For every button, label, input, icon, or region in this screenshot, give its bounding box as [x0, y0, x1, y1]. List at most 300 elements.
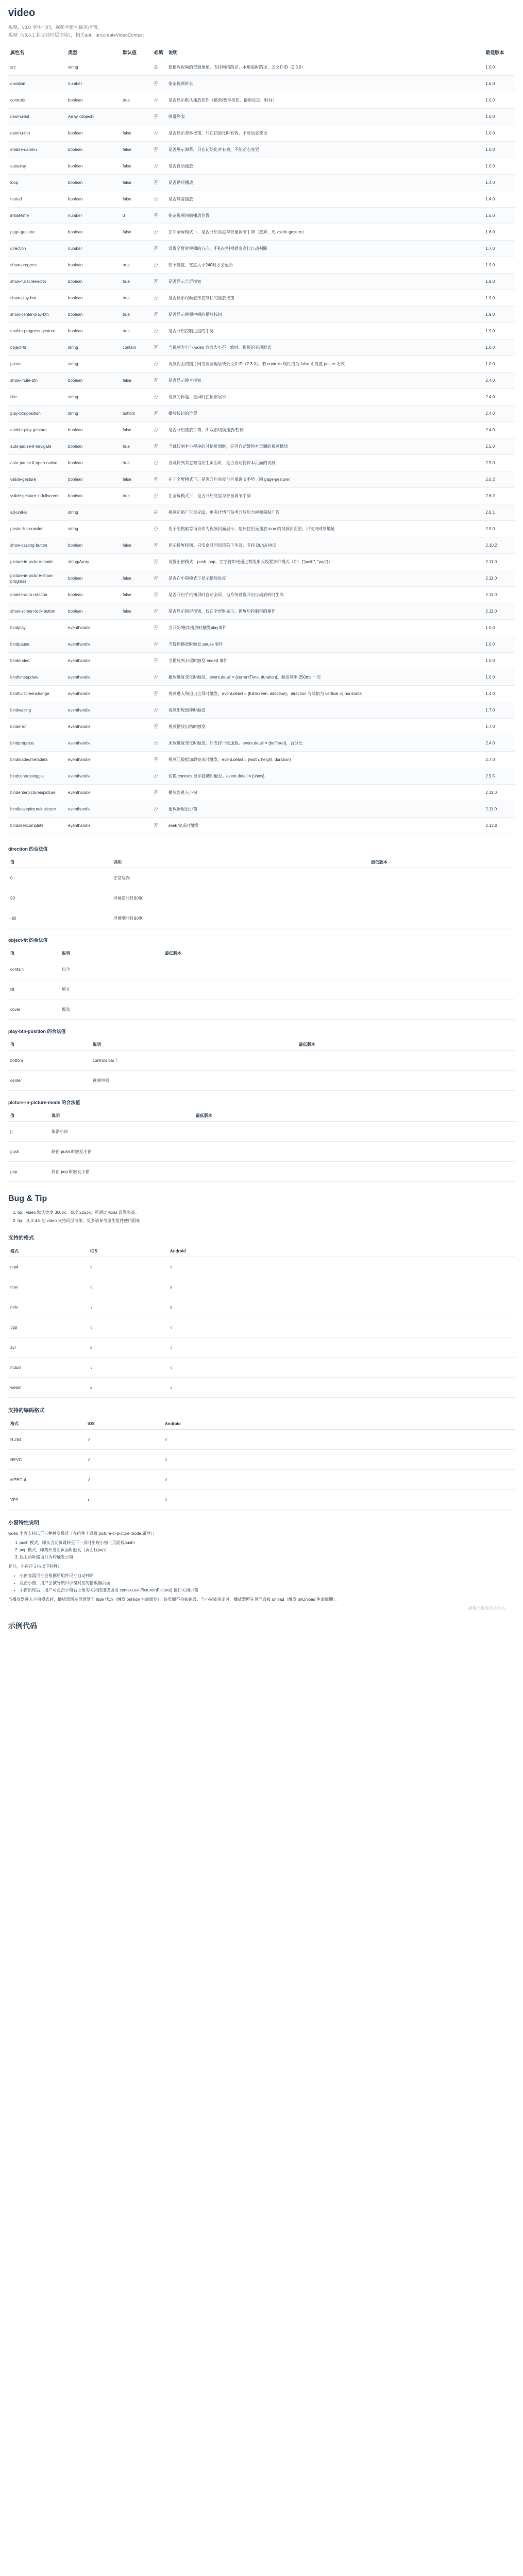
table-cell: vslide-gesture-in-fullscreen: [8, 488, 66, 504]
table-row: [8, 570, 515, 587]
table-cell: 1.7.0: [483, 702, 515, 719]
table-cell: poster-for-crawler: [8, 521, 66, 537]
table-cell: 否: [152, 702, 166, 719]
table-cell: eventhandle: [66, 702, 121, 719]
pip-mode-table: [8, 1110, 515, 1182]
table-cell: [369, 868, 515, 888]
attribute-table-body: [8, 59, 515, 834]
table-row: [8, 1470, 515, 1490]
pip-note: 当播放器进入小窗模式后，播放器所在页面处于 hide 状态（触发 onHide 生命周期），该页面不会被销毁。当小窗被关闭时，播放器所在页面会被 unload（触发 onUnload 生命周期）。: [8, 1597, 340, 1602]
table-cell: 设置小窗模式：push, pop，空字符串或通过数组形式设置多种模式（如：["push", "pop"]）: [166, 554, 484, 570]
table-cell: boolean: [66, 488, 121, 504]
table-cell: 2.11.0: [483, 785, 515, 801]
table-cell: 否: [152, 521, 166, 537]
table-cell: true: [121, 438, 152, 455]
table-cell: 是否静音播放: [166, 191, 484, 208]
table-row: [8, 653, 515, 669]
table-cell: 1.7.0: [483, 241, 515, 257]
intro-note-2: 视频（v3.4.1 起支持同层渲染），相关api：uni.createVideoContext: [8, 32, 144, 38]
table-cell: 1.0.0: [483, 669, 515, 686]
table-cell: 否: [152, 603, 166, 620]
table-cell: 1.9.0: [483, 323, 515, 340]
table-cell: 否: [152, 372, 166, 389]
table-row: [8, 290, 515, 307]
table-cell: 当暂停播放时触发 pause 事件: [166, 636, 484, 653]
table-cell: show-play-btn: [8, 290, 66, 307]
table-cell: autoplay: [8, 158, 66, 175]
table-cell: 播放器退出小窗: [166, 801, 484, 818]
table-row: [8, 959, 515, 979]
table-cell: 是否显示静音按钮: [166, 372, 484, 389]
table-cell: bindtimeupdate: [8, 669, 66, 686]
table-cell: 3gp: [8, 1317, 88, 1337]
table-row: [8, 735, 515, 752]
table-cell: eventhandle: [66, 620, 121, 636]
table-cell: true: [121, 274, 152, 290]
table-cell: 否: [152, 109, 166, 125]
table-row: [8, 241, 515, 257]
table-cell: 否: [152, 620, 166, 636]
table-cell: poster: [8, 356, 66, 372]
table-cell: 是: [152, 59, 166, 76]
table-row: [8, 979, 515, 999]
table-row: [8, 438, 515, 455]
list-item: • 点击小窗，用户会被导航回小窗对应的播放器页面: [20, 1580, 515, 1587]
table-cell: 0: [121, 208, 152, 224]
table-cell: 播放按钮的位置: [166, 405, 484, 422]
table-row: [8, 719, 515, 735]
table-cell: eventhandle: [66, 719, 121, 735]
table-cell: 弹幕列表: [166, 109, 484, 125]
table-cell: 2.4.0: [483, 389, 515, 405]
bug-tip-list: [8, 1209, 515, 1225]
header-cell: 格式: [8, 1245, 88, 1257]
header-cell: 值: [8, 947, 60, 959]
table-cell: 是否在小窗模式下显示播放进度: [166, 570, 484, 587]
header-cell: 最低版本: [297, 1039, 515, 1050]
table-cell: 正常竖向: [111, 868, 369, 888]
table-cell: [194, 1142, 515, 1162]
table-cell: boolean: [66, 175, 121, 191]
table-cell: [121, 801, 152, 818]
codecs-title: 支持的编码格式: [8, 1408, 44, 1414]
table-cell: 否: [152, 686, 166, 702]
table-cell: [121, 768, 152, 785]
table-row: [8, 702, 515, 719]
table-row: [8, 191, 515, 208]
table-cell: 否: [152, 768, 166, 785]
table-cell: false: [121, 603, 152, 620]
table-cell: 2.9.0: [483, 521, 515, 537]
header-cell: iOS: [88, 1245, 168, 1257]
table-row: [8, 488, 515, 504]
table-cell: [121, 735, 152, 752]
table-row: [8, 372, 515, 389]
table-cell: [369, 888, 515, 908]
codecs-table: [8, 1418, 515, 1510]
table-cell: [121, 504, 152, 521]
table-cell: [163, 999, 515, 1020]
table-row: [8, 554, 515, 570]
table-row: [8, 521, 515, 537]
table-row: [8, 323, 515, 340]
table-cell: fill: [8, 979, 60, 999]
table-cell: 视频播放出错时触发: [166, 719, 484, 735]
table-cell: boolean: [66, 422, 121, 438]
header-cell: 说明: [166, 45, 484, 59]
table-cell: 1.0.0: [483, 356, 515, 372]
table-cell: [369, 908, 515, 928]
table-cell: string: [66, 356, 121, 372]
pip-mode-section: [8, 1095, 515, 1182]
table-cell: 1.4.0: [483, 686, 515, 702]
table-cell: center: [8, 1071, 91, 1091]
table-cell: boolean: [66, 587, 121, 603]
table-cell: 否: [152, 125, 166, 142]
table-cell: cover: [8, 999, 60, 1020]
table-cell: boolean: [66, 257, 121, 274]
table-cell: true: [121, 488, 152, 504]
list-item: 2. tip：从 2.4.0 起 video 支持同层渲染，更多请参考原生组件使用限制: [18, 1217, 515, 1225]
table-cell: 视频元数据加载完成时触发。event.detail = {width, height, duration}: [166, 752, 484, 768]
table-cell: mp4: [8, 1257, 88, 1277]
watermark: @稀土掘金技术社区: [468, 1606, 505, 1611]
table-row: [8, 1162, 515, 1182]
table-cell: boolean: [66, 570, 121, 587]
table-cell: √: [86, 1470, 163, 1490]
table-cell: [121, 521, 152, 537]
table-cell: 否: [152, 224, 166, 241]
table-cell: 2.12.0: [483, 818, 515, 834]
table-cell: [163, 979, 515, 999]
table-cell: boolean: [66, 191, 121, 208]
table-row: [8, 1277, 515, 1297]
pip-extra-intro: 此外，小窗还支持以下特性：: [8, 1564, 62, 1569]
table-cell: bindenterpictureinpicture: [8, 785, 66, 801]
table-cell: true: [121, 307, 152, 323]
table-cell: 1.4.0: [483, 175, 515, 191]
table-cell: 否: [152, 455, 166, 471]
table-cell: pop: [8, 1162, 49, 1182]
table-cell: 否: [152, 290, 166, 307]
table-cell: 2.8.1: [483, 504, 515, 521]
table-cell: binderror: [8, 719, 66, 735]
table-cell: eventhandle: [66, 752, 121, 768]
table-cell: 1.0.0: [483, 109, 515, 125]
table-cell: 取消小窗: [49, 1122, 194, 1142]
table-cell: seek 完成时触发: [166, 818, 484, 834]
table-cell: boolean: [66, 323, 121, 340]
table-cell: avi: [8, 1337, 88, 1358]
formats-title: 支持的格式: [8, 1235, 34, 1241]
table-cell: Array.<object>: [66, 109, 121, 125]
table-cell: show-fullscreen-btn: [8, 274, 66, 290]
pip-mode-title: picture-in-picture-mode 的合法值: [8, 1100, 80, 1105]
table-cell: x: [86, 1490, 163, 1510]
table-row: [8, 1450, 515, 1470]
table-cell: [121, 636, 152, 653]
table-row: [8, 340, 515, 356]
table-cell: true: [121, 290, 152, 307]
attribute-table: [8, 45, 515, 834]
table-cell: boolean: [66, 290, 121, 307]
pip-intro: video 小窗支持以下三种触发模式（在组件上设置 picture-in-picture-mode 属性）：: [8, 1531, 157, 1536]
table-cell: [121, 785, 152, 801]
bug-tip-title: Bug & Tip: [8, 1194, 47, 1203]
table-cell: 90: [8, 888, 111, 908]
table-row: [8, 999, 515, 1020]
table-cell: 指定视频初始播放位置: [166, 208, 484, 224]
table-cell: [297, 1071, 515, 1091]
table-cell: √: [88, 1277, 168, 1297]
table-row: [8, 1430, 515, 1450]
page-title: video: [8, 7, 36, 19]
table-cell: 2.5.0: [483, 455, 515, 471]
table-cell: 否: [152, 570, 166, 587]
table-cell: eventhandle: [66, 686, 121, 702]
table-row: [8, 752, 515, 768]
table-cell: string: [66, 59, 121, 76]
table-row: [8, 471, 515, 488]
table-cell: boolean: [66, 537, 121, 554]
table-cell: enable-danmu: [8, 142, 66, 158]
table-cell: √: [163, 1490, 515, 1510]
table-cell: eventhandle: [66, 735, 121, 752]
header-cell: 值: [8, 1110, 49, 1122]
table-row: [8, 785, 515, 801]
table-cell: boolean: [66, 372, 121, 389]
table-cell: 当视频大小与 video 容器大小不一致时，视频的表现形式: [166, 340, 484, 356]
table-cell: contain: [8, 959, 60, 979]
table-cell: enable-progress-gesture: [8, 323, 66, 340]
table-cell: direction: [8, 241, 66, 257]
table-row: [8, 109, 515, 125]
table-cell: false: [121, 158, 152, 175]
table-row: [8, 908, 515, 928]
table-cell: √: [163, 1470, 515, 1490]
table-cell: 当跳转到其它微信原生页面时，是否自动暂停本页面的视频: [166, 455, 484, 471]
header-cell: 值: [8, 856, 111, 868]
table-cell: 是: [152, 504, 166, 521]
header-cell: iOS: [86, 1418, 163, 1430]
table-cell: false: [121, 587, 152, 603]
table-cell: 路由 pop 时触发小窗: [49, 1162, 194, 1182]
table-cell: 否: [152, 818, 166, 834]
table-cell: [121, 356, 152, 372]
table-cell: 当播放到末尾时触发 ended 事件: [166, 653, 484, 669]
table-row: [8, 603, 515, 620]
table-cell: 否: [152, 208, 166, 224]
table-cell: false: [121, 372, 152, 389]
table-row: [8, 76, 515, 92]
table-cell: MPEG-4: [8, 1470, 86, 1490]
table-cell: 屏幕逆时针90度: [111, 888, 369, 908]
table-cell: muted: [8, 191, 66, 208]
table-cell: 否: [152, 719, 166, 735]
table-cell: true: [121, 257, 152, 274]
table-cell: ad-unit-id: [8, 504, 66, 521]
table-cell: title: [8, 389, 66, 405]
header-cell: 最低版本: [483, 45, 515, 59]
table-cell: 否: [152, 241, 166, 257]
header-cell: 最低版本: [163, 947, 515, 959]
table-cell: 加载进度变化时触发，只支持一段加载。event.detail = {buffered}，百分比: [166, 735, 484, 752]
table-cell: m4v: [8, 1297, 88, 1317]
table-cell: danmu-btn: [8, 125, 66, 142]
table-cell: 否: [152, 669, 166, 686]
table-row: [8, 818, 515, 834]
table-cell: contain: [121, 340, 152, 356]
table-row: [8, 1297, 515, 1317]
table-cell: 2.5.0: [483, 438, 515, 455]
table-cell: number: [66, 76, 121, 92]
table-cell: 否: [152, 554, 166, 570]
table-cell: 是否开启手机横屏时自动全屏，当系统设置开启自动旋转时生效: [166, 587, 484, 603]
table-cell: x: [168, 1297, 515, 1317]
table-cell: boolean: [66, 438, 121, 455]
table-cell: boolean: [66, 142, 121, 158]
table-cell: √: [168, 1257, 515, 1277]
table-cell: false: [121, 224, 152, 241]
table-row: [8, 257, 515, 274]
table-cell: [121, 76, 152, 92]
table-cell: eventhandle: [66, 768, 121, 785]
table-cell: [121, 702, 152, 719]
table-cell: 2.4.0: [483, 372, 515, 389]
table-cell: enable-play-gesture: [8, 422, 66, 438]
table-cell: auto-pause-if-open-native: [8, 455, 66, 471]
table-row: [8, 175, 515, 191]
table-cell: 否: [152, 142, 166, 158]
table-cell: 否: [152, 405, 166, 422]
table-cell: 否: [152, 488, 166, 504]
table-cell: eventhandle: [66, 785, 121, 801]
table-cell: 否: [152, 274, 166, 290]
header-cell: 最低版本: [194, 1110, 515, 1122]
table-cell: 否: [152, 175, 166, 191]
table-row: [8, 587, 515, 603]
table-cell: 是否显示视频底部控制栏的播放按钮: [166, 290, 484, 307]
table-cell: bindwaiting: [8, 702, 66, 719]
table-cell: x: [168, 1277, 515, 1297]
table-cell: 用于给搜索等场景作为视频封面展示，建议使用无播放 icon 的视频封面图，只支持网络地址: [166, 521, 484, 537]
table-cell: 视频中间: [91, 1071, 297, 1091]
header-cell: 说明: [111, 856, 369, 868]
table-cell: false: [121, 175, 152, 191]
table-cell: 2.10.2: [483, 537, 515, 554]
table-cell: controls bar上: [91, 1050, 297, 1071]
table-cell: string: [66, 521, 121, 537]
pip-feature-title: 小窗特性说明: [8, 1520, 39, 1526]
table-cell: boolean: [66, 125, 121, 142]
table-cell: bindpause: [8, 636, 66, 653]
table-cell: 2.11.0: [483, 587, 515, 603]
table-cell: eventhandle: [66, 801, 121, 818]
table-cell: √: [168, 1317, 515, 1337]
table-cell: true: [121, 323, 152, 340]
table-cell: 否: [152, 257, 166, 274]
table-cell: √: [88, 1317, 168, 1337]
table-cell: 是否显示弹幕按钮，只在初始化时有效，不能动态变更: [166, 125, 484, 142]
header-cell: Android: [163, 1418, 515, 1430]
table-cell: [194, 1122, 515, 1142]
table-cell: eventhandle: [66, 653, 121, 669]
table-cell: 视频前贴广告单元ID，更多详情可参考开放能力视频前贴广告: [166, 504, 484, 521]
table-row: [8, 1490, 515, 1510]
table-cell: auto-pause-if-navigate: [8, 438, 66, 455]
table-row: [8, 405, 515, 422]
table-cell: string: [66, 340, 121, 356]
table-cell: 1.0.0: [483, 340, 515, 356]
header-cell: 说明: [49, 1110, 194, 1122]
table-cell: boolean: [66, 274, 121, 290]
table-row: [8, 1071, 515, 1091]
direction-table: [8, 856, 515, 928]
table-cell: bindplay: [8, 620, 66, 636]
header-cell: 值: [8, 1039, 91, 1050]
table-cell: object-fit: [8, 340, 66, 356]
table-row: [8, 1142, 515, 1162]
table-row: [8, 1122, 515, 1142]
table-cell: 否: [152, 323, 166, 340]
table-cell: boolean: [66, 455, 121, 471]
table-cell: √: [86, 1450, 163, 1470]
table-cell: push: [8, 1142, 49, 1162]
table-cell: 否: [152, 422, 166, 438]
table-cell: HEVC: [8, 1450, 86, 1470]
table-row: [8, 389, 515, 405]
table-cell: 否: [152, 340, 166, 356]
list-item: 2. pop 模式，即离开当前页面时触发（页面栈pop）: [20, 1547, 515, 1554]
table-cell: play-btn-position: [8, 405, 66, 422]
table-row: [8, 356, 515, 372]
table-cell: mov: [8, 1277, 88, 1297]
table-cell: 否: [152, 471, 166, 488]
table-cell: [121, 669, 152, 686]
table-cell: false: [121, 422, 152, 438]
table-cell: 显示投屏按钮。只安卓且同层渲染下生效，支持 DLNA 协议: [166, 537, 484, 554]
table-cell: initial-time: [8, 208, 66, 224]
table-cell: number: [66, 208, 121, 224]
table-cell: 视频封面的图片网络资源地址或云文件ID（2.3.0）。若 controls 属性值为 false 则设置 poster 无效: [166, 356, 484, 372]
table-cell: number: [66, 241, 121, 257]
table-row: [8, 422, 515, 438]
table-cell: bindended: [8, 653, 66, 669]
table-cell: [121, 389, 152, 405]
table-row: [8, 768, 515, 785]
play-btn-position-title: play-btn-position 的合法值: [8, 1029, 66, 1034]
table-cell: m3u8: [8, 1358, 88, 1378]
table-cell: H.264: [8, 1430, 86, 1450]
table-cell: 否: [152, 191, 166, 208]
direction-section: [8, 841, 515, 928]
header-cell: 说明: [91, 1039, 297, 1050]
play-btn-position-table: [8, 1039, 515, 1091]
table-cell: 切换 controls 显示隐藏时触发。event.detail = {show}: [166, 768, 484, 785]
table-cell: 是否开启控制进度的手势: [166, 323, 484, 340]
table-cell: 设置全屏时视频的方向，不指定则根据宽高比自动判断: [166, 241, 484, 257]
table-cell: 2.11.0: [483, 554, 515, 570]
table-cell: 1.4.0: [483, 191, 515, 208]
table-cell: 否: [152, 653, 166, 669]
table-cell: 否: [152, 636, 166, 653]
table-cell: 否: [152, 389, 166, 405]
table-cell: 2.4.0: [483, 422, 515, 438]
table-cell: 指定视频时长: [166, 76, 484, 92]
table-cell: 当开始/继续播放时触发play事件: [166, 620, 484, 636]
table-cell: 播放器进入小窗: [166, 785, 484, 801]
table-cell: false: [121, 142, 152, 158]
